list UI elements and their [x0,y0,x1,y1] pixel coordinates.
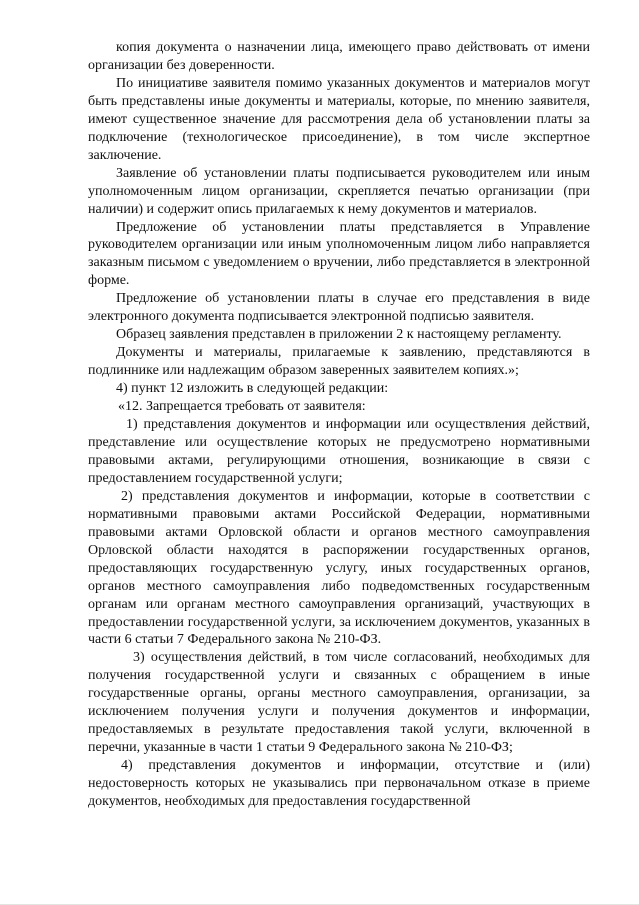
paragraph-original-copies: Документы и материалы, прилагаемые к заявлению, представляются в подлиннике или надлежащим образом заверенных заявителем копиях.»; [88,345,590,379]
paragraph-amendment-item-4: 4) пункт 12 изложить в следующей редакции: [116,381,389,397]
list-item-4: 4) представления документов и информации, отсутствие и (или) недостоверность которых не указывались при первоначальном отказе в приеме документов, необходимых для предоставления государственной [88,758,590,810]
list-item-3: 3) осуществления действий, в том числе согласований, необходимых для получения государственной услуги и связанных с обращением в иные государственные органы, органы местного самоуправления, организации, за исключением получения услуги и получения документов и информации, предоставляемых в результате предоставления такой услуги, включенной в перечни, указанные в части 1 статьи 9 Федерального закона № 210-ФЗ; [88,650,590,756]
paragraph-submission-methods: Предложение об установлении платы представляется в Управление руководителем организации или иным уполномоченным лицом либо направляется заказным письмом с уведомлением о вручении, либо представляется в электронной форме. [88,219,590,289]
paragraph-clause-12-heading: «12. Запрещается требовать от заявителя: [118,399,366,415]
paragraph-application-sample: Образец заявления представлен в приложении 2 к настоящему регламенту. [116,327,562,343]
list-item-2: 2) представления документов и информации, которые в соответствии с нормативными правовыми актами Российской Федерации, нормативными правовыми актами Орловской области и органов местного самоуправления Орловской области находятся в распоряжении государственных органов, предоставляющих государственную услугу, иных государственных органов, органов местного самоуправления либо подведомственных государственным органам или органам местного самоуправления организаций, участвующих в предоставлении государственной услуги, за исключением документов, указанных в части 6 статьи 7 Федерального закона № 210-ФЗ. [88,488,590,648]
paragraph-director-appointment-copy: копия документа о назначении лица, имеющего право действовать от имени организации без доверенности. [88,40,590,73]
document-body [88,39,590,811]
paragraph-additional-documents: По инициативе заявителя помимо указанных документов и материалов могут быть представлены иные документы и материалы, которые, по мнению заявителя, имеют существенное значение для рассмотрения дела об установлении платы за подключение (технологическое присоединение), в том числе экспертное заключение. [88,75,590,163]
paragraph-application-signature: Заявление об установлении платы подписывается руководителем или иным уполномоченным лицом организации, скрепляется печатью организации (при наличии) и содержит опись прилагаемых к нему документов и материалов. [88,165,590,217]
list-item-1: 1) представления документов и информации или осуществления действий, представление или осуществление которых не предусмотрено нормативными правовыми актами, регулирующими отношения, возникающие в связи с предоставлением государственной услуги; [88,417,590,486]
paragraph-electronic-signature: Предложение об установлении платы в случае его представления в виде электронного документа подписывается электронной подписью заявителя. [88,291,590,325]
